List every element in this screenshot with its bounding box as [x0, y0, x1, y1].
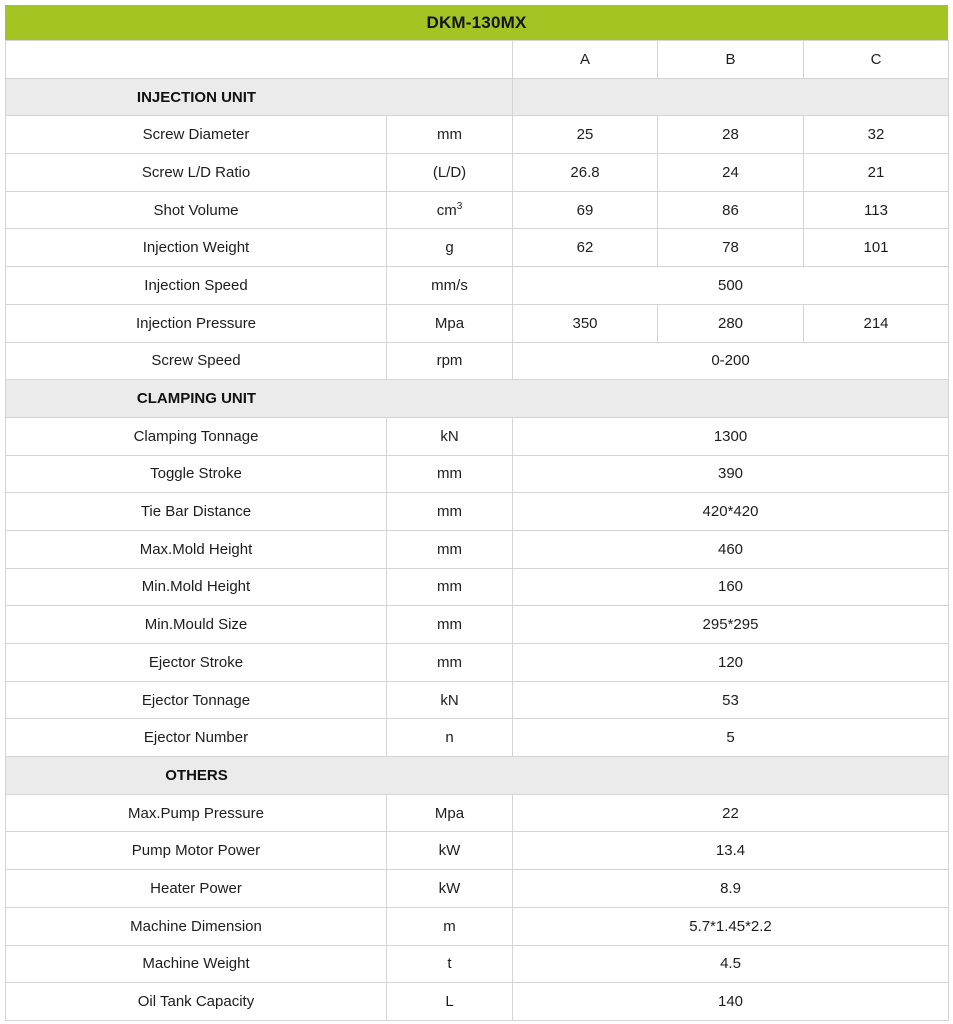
row-label: Max.Mold Height: [6, 530, 387, 568]
row-unit: Mpa: [387, 304, 513, 342]
spec-row-toggle-stroke: [6, 455, 949, 493]
row-unit: $cm^3$: [387, 191, 513, 229]
spec-row-heater-power: [6, 870, 949, 908]
section-header-others: [6, 757, 949, 795]
section-header-injection-unit: [6, 78, 949, 116]
model-title: DKM-130MX: [426, 12, 527, 32]
spec-row-injection-speed: [6, 267, 949, 305]
row-label: Ejector Number: [6, 719, 387, 757]
row-value-merged: 140: [513, 983, 949, 1021]
row-value-merged: 8.9: [513, 870, 949, 908]
spec-row-max-mold-height: [6, 530, 949, 568]
empty-header-cell: [6, 41, 513, 79]
row-value-c: 101: [804, 229, 949, 267]
row-value-merged: 53: [513, 681, 949, 719]
row-value-a: 26.8: [513, 154, 658, 192]
section-header-filler: [513, 78, 949, 116]
section-title: OTHERS: [165, 766, 228, 784]
row-label: Screw Diameter: [6, 116, 387, 154]
unit-superscript: 3: [456, 200, 463, 212]
row-unit: mm: [387, 493, 513, 531]
row-value-c: 113: [804, 191, 949, 229]
spec-row-ejector-stroke: [6, 644, 949, 682]
spec-row-shot-volume: [6, 191, 949, 229]
row-value-b: 280: [658, 304, 804, 342]
row-value-merged: 295*295: [513, 606, 949, 644]
row-label: Oil Tank Capacity: [6, 983, 387, 1021]
row-value-a: 350: [513, 304, 658, 342]
spec-row-injection-weight: [6, 229, 949, 267]
column-header-a: A: [513, 41, 658, 79]
spec-row-tie-bar-distance: [6, 493, 949, 531]
row-unit: mm/s: [387, 267, 513, 305]
row-value-merged: 5: [513, 719, 949, 757]
row-label: Shot Volume: [6, 191, 387, 229]
row-label: Clamping Tonnage: [6, 417, 387, 455]
spec-row-max-pump-pressure: [6, 794, 949, 832]
column-header-b: B: [658, 41, 804, 79]
spec-row-ejector-tonnage: [6, 681, 949, 719]
spec-row-min-mold-height: [6, 568, 949, 606]
row-value-c: 214: [804, 304, 949, 342]
row-label: Min.Mould Size: [6, 606, 387, 644]
spec-row-screw-speed: [6, 342, 949, 380]
row-unit: mm: [387, 530, 513, 568]
spec-row-injection-pressure: [6, 304, 949, 342]
spec-row-screw-ld-ratio: [6, 154, 949, 192]
row-unit: mm: [387, 116, 513, 154]
row-value-c: 32: [804, 116, 949, 154]
spec-row-screw-diameter: [6, 116, 949, 154]
row-label: Ejector Tonnage: [6, 681, 387, 719]
row-value-b: 78: [658, 229, 804, 267]
row-label: Injection Pressure: [6, 304, 387, 342]
row-value-merged: 120: [513, 644, 949, 682]
row-unit: mm: [387, 455, 513, 493]
row-label: Max.Pump Pressure: [6, 794, 387, 832]
row-value-merged: 420*420: [513, 493, 949, 531]
row-value-merged: 22: [513, 794, 949, 832]
row-label: Min.Mold Height: [6, 568, 387, 606]
row-value-merged: 390: [513, 455, 949, 493]
spec-table: [5, 40, 949, 1021]
row-unit: mm: [387, 606, 513, 644]
row-value-merged: 500: [513, 267, 949, 305]
column-header-c: C: [804, 41, 949, 79]
spec-row-oil-tank-capacity: [6, 983, 949, 1021]
row-label: Tie Bar Distance: [6, 493, 387, 531]
row-value-merged: 4.5: [513, 945, 949, 983]
column-header-row: [6, 41, 949, 79]
row-unit: L: [387, 983, 513, 1021]
row-unit: m: [387, 907, 513, 945]
section-header-clamping-unit: [6, 380, 949, 418]
row-value-b: 24: [658, 154, 804, 192]
spec-row-clamping-tonnage: [6, 417, 949, 455]
row-label: Injection Weight: [6, 229, 387, 267]
row-value-a: 62: [513, 229, 658, 267]
row-label: Toggle Stroke: [6, 455, 387, 493]
row-unit: rpm: [387, 342, 513, 380]
spec-row-pump-motor-power: [6, 832, 949, 870]
row-label: Injection Speed: [6, 267, 387, 305]
spec-row-machine-dimension: [6, 907, 949, 945]
row-unit: g: [387, 229, 513, 267]
section-title: INJECTION UNIT: [136, 88, 257, 106]
row-value-merged: 1300: [513, 417, 949, 455]
row-unit: kW: [387, 832, 513, 870]
row-value-merged: 160: [513, 568, 949, 606]
row-unit: kN: [387, 681, 513, 719]
spec-sheet: [5, 5, 948, 1021]
row-unit: Mpa: [387, 794, 513, 832]
row-label: Machine Dimension: [6, 907, 387, 945]
row-value-c: 21: [804, 154, 949, 192]
row-value-a: 69: [513, 191, 658, 229]
row-value-merged: 460: [513, 530, 949, 568]
spec-row-ejector-number: [6, 719, 949, 757]
row-unit: mm: [387, 644, 513, 682]
row-label: Screw L/D Ratio: [6, 154, 387, 192]
row-label: Heater Power: [6, 870, 387, 908]
model-title-bar: [5, 5, 948, 40]
section-title: CLAMPING UNIT: [136, 390, 257, 408]
row-value-b: 28: [658, 116, 804, 154]
row-label: Screw Speed: [6, 342, 387, 380]
row-label: Machine Weight: [6, 945, 387, 983]
row-label: Ejector Stroke: [6, 644, 387, 682]
row-value-merged: 5.7*1.45*2.2: [513, 907, 949, 945]
row-unit: mm: [387, 568, 513, 606]
row-unit: kN: [387, 417, 513, 455]
row-value-merged: 0-200: [513, 342, 949, 380]
row-unit: t: [387, 945, 513, 983]
row-value-merged: 13.4: [513, 832, 949, 870]
row-value-b: 86: [658, 191, 804, 229]
spec-row-machine-weight: [6, 945, 949, 983]
row-unit: kW: [387, 870, 513, 908]
row-unit: n: [387, 719, 513, 757]
spec-row-min-mould-size: [6, 606, 949, 644]
row-unit: (L/D): [387, 154, 513, 192]
row-label: Pump Motor Power: [6, 832, 387, 870]
row-value-a: 25: [513, 116, 658, 154]
